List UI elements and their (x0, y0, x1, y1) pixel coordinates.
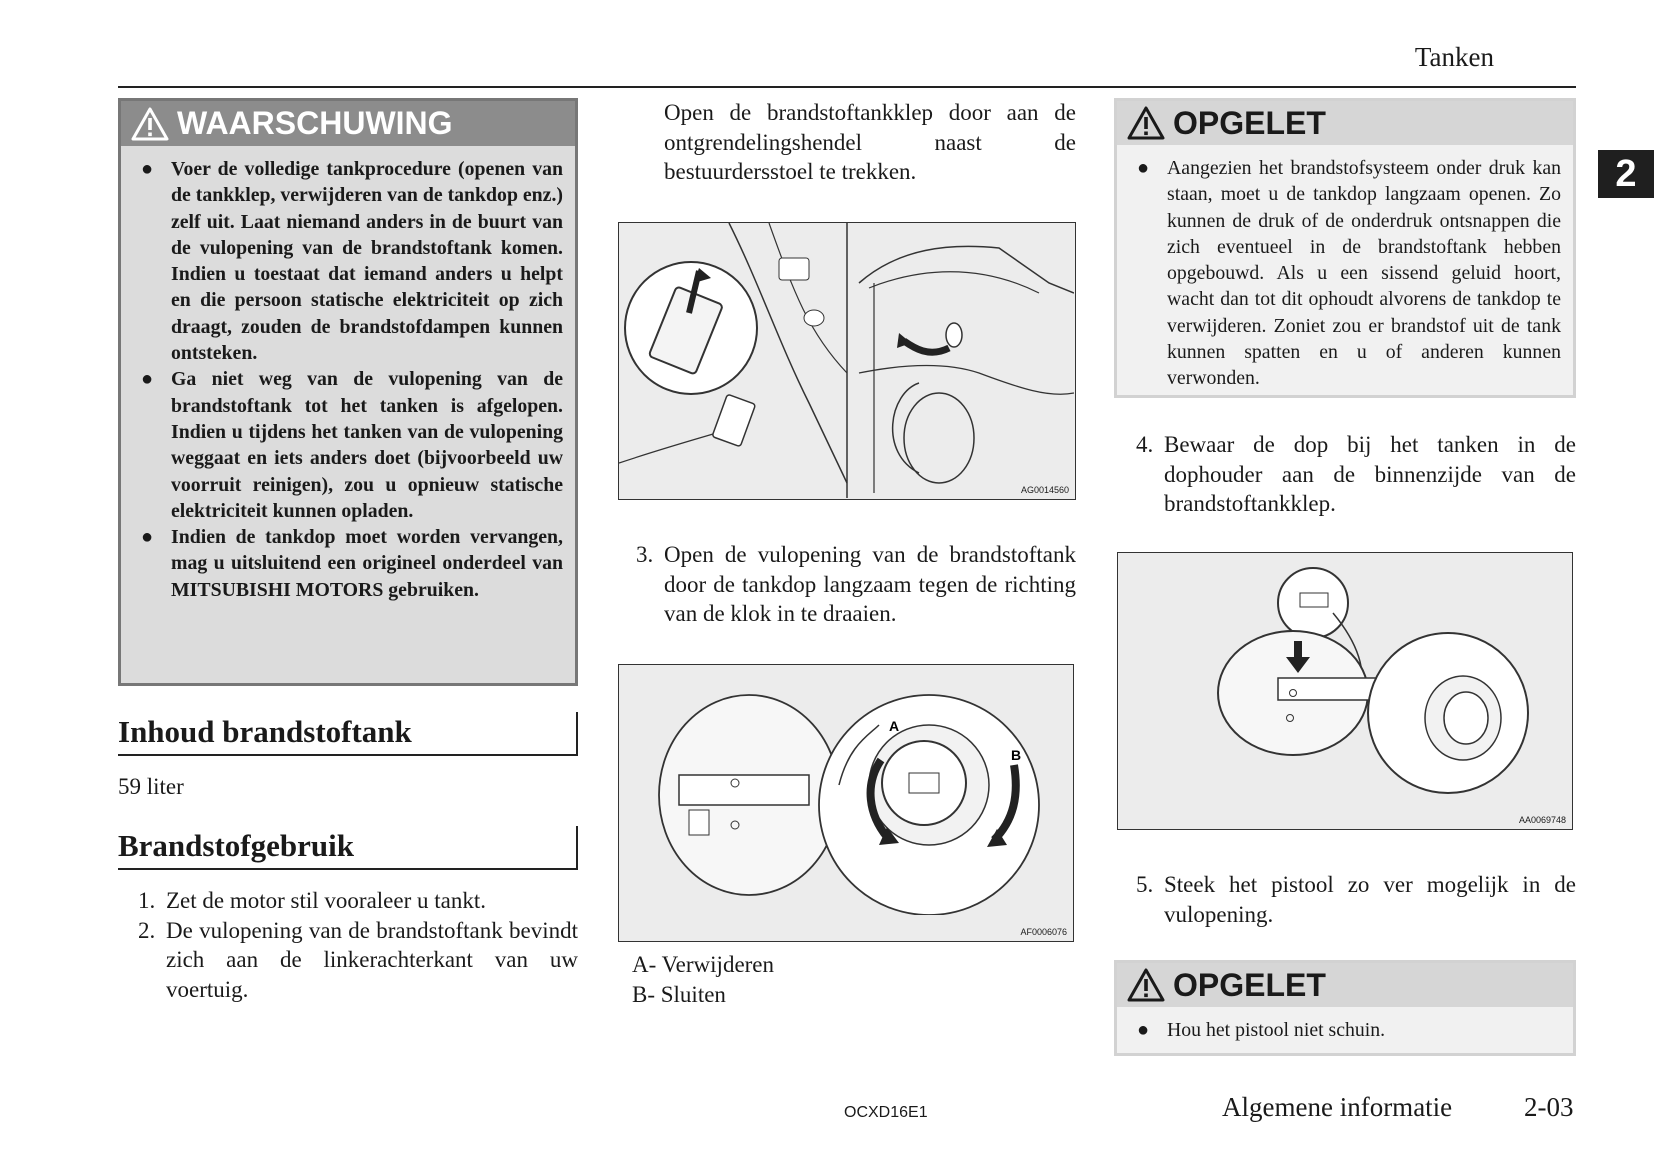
footer-section: Algemene informatie (1222, 1092, 1453, 1122)
caution-box (1114, 960, 1576, 1056)
step-text: Open de vulopening van de brandstoftank door de tankdop langzaam tegen de richting van de klok in te draaien. (664, 542, 1076, 626)
step-text: Zet de motor stil vooraleer u tankt. (166, 888, 486, 913)
step-text: Steek het pistool zo ver mogelijk in de vulopening. (1164, 872, 1576, 927)
caution-list (1117, 145, 1573, 392)
list-item (138, 886, 578, 916)
step-number: 1. (138, 888, 156, 913)
warning-triangle-icon (131, 107, 169, 141)
caution-list (1117, 1007, 1573, 1043)
warning-box (118, 98, 578, 686)
capacity-value: 59 liter (118, 774, 184, 799)
step-4 (1136, 430, 1576, 519)
page-header-title: Tanken (1414, 42, 1494, 72)
figure-fuel-cap-rotation (618, 664, 1074, 942)
legend-key: A- (632, 952, 657, 977)
step-number: 5. (1136, 872, 1154, 897)
warning-item: ● Indien de tankdop moet worden vervangen, mag u uitsluitend een origineel onderdeel van MITSUBISHI MOTORS gebruiken. (141, 524, 563, 603)
section-heading-usage (118, 826, 578, 870)
figure-fuel-door-release (618, 222, 1076, 500)
step-5 (1136, 870, 1576, 929)
figure-code: AG0014560 (1020, 485, 1069, 495)
step-number: 2. (138, 917, 156, 943)
page-number: 2-03 (1524, 1092, 1574, 1122)
warning-item: ● Voer de volledige tankprocedure (openen van de tankklep, verwijderen van de tankdop enz.) zelf uit. Laat niemand anders in de buurt van de vulopening van de brandstoftank komen. Indien u toestaat dat iemand anders u helpt en die persoon statische elektriciteit op zich draagt, zouden de brandstofdampen kunnen ontsteken. (141, 156, 563, 366)
caution-title: OPGELET (1173, 966, 1326, 1003)
step-number: 4. (1136, 432, 1154, 457)
section-heading-text: Inhoud brandstoftank (118, 714, 412, 749)
caution-item: ● Aangezien het brandstofsysteem onder druk kan staan, moet u de tankdop langzaam openen. Zo kunnen de druk of de onderdruk ontsnappen die zich eventueel in de brandstoftank hebben opgebouwd. Als u een sissend geluid hoort, wacht dan tot dit ophoudt alvorens de tankdop te verwijderen. Zoniet zou er brandstof uit de tank kunnen spatten en u of anderen kunnen verwonden. (1137, 155, 1561, 392)
footer-code: OCXD16E1 (844, 1104, 928, 1121)
step-text: De vulopening van de brandstoftank bevindt zich aan de linkerachterkant van uw voertuig. (166, 917, 578, 1002)
warning-header (121, 101, 575, 146)
step-number: 3. (636, 542, 654, 567)
fuel-door-release-illustration (619, 223, 1074, 498)
chapter-tab: 2 (1598, 150, 1654, 198)
figure-legend (632, 950, 774, 1009)
step-3 (636, 540, 1076, 629)
section-heading-text: Brandstofgebruik (118, 828, 354, 863)
warning-item: ● Ga niet weg van de vulopening van de brandstoftank tot het tanken is afgelopen. Indien u tijdens het tanken van de vulopening weggaat en iets anders doet (bijvoorbeeld uw voorruit reinigen), zou u opnieuw statische elektriciteit kunnen opladen. (141, 366, 563, 524)
section-heading-capacity (118, 712, 578, 756)
legend-text: Verwijderen (661, 952, 775, 977)
caution-triangle-icon (1127, 106, 1165, 140)
legend-text: Sluiten (660, 981, 726, 1007)
caution-triangle-icon (1127, 968, 1165, 1002)
label-b: B (1011, 747, 1022, 763)
figure-code: AF0006076 (1020, 927, 1067, 937)
header-rule (118, 86, 1576, 88)
list-item (1136, 430, 1576, 519)
list-item (138, 916, 578, 1005)
warning-title: WAARSCHUWING (177, 105, 453, 141)
list-item (636, 540, 1076, 629)
caution-title: OPGELET (1173, 104, 1326, 141)
cap-holder-illustration (1118, 553, 1571, 815)
intro-paragraph: Open de brandstoftankklep door aan de ontgrendelingshendel naast de bestuurdersstoel te trekken. (664, 100, 1076, 184)
label-a: A (889, 718, 900, 734)
figure-cap-holder (1117, 552, 1573, 830)
legend-item (632, 950, 774, 980)
legend-key: B- (632, 981, 655, 1007)
list-item (1136, 870, 1576, 929)
legend-item (632, 980, 774, 1010)
caution-box (1114, 98, 1576, 398)
caution-header (1117, 101, 1573, 145)
figure-code: AA0069748 (1518, 815, 1566, 825)
caution-header (1117, 963, 1573, 1007)
usage-steps (138, 886, 578, 1004)
fuel-cap-rotation-illustration (619, 665, 1072, 915)
warning-list (121, 146, 575, 603)
step-text: Bewaar de dop bij het tanken in de dophouder aan de binnenzijde van de brandstoftankklep. (1164, 432, 1576, 516)
caution-item: ● Hou het pistool niet schuin. (1137, 1017, 1561, 1043)
